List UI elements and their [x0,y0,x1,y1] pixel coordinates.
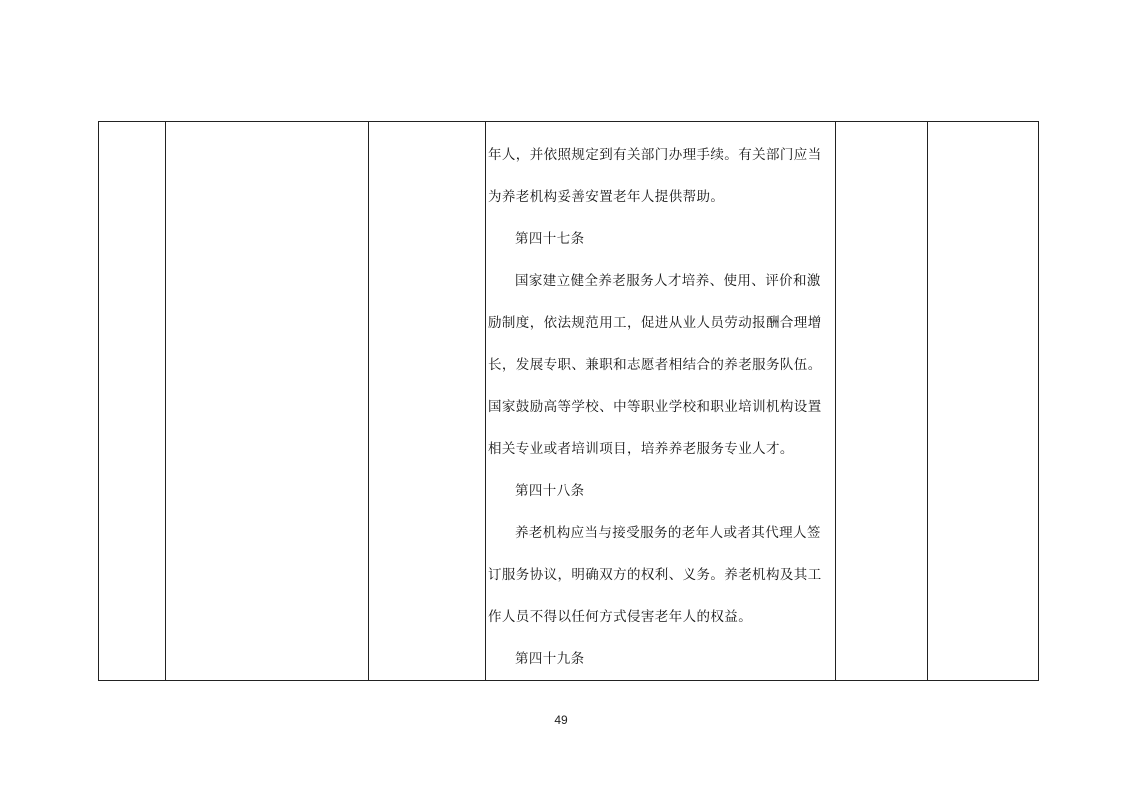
text-line: 作人员不得以任何方式侵害老年人的权益。 [488,609,753,625]
article-heading: 第四十八条 [515,483,585,499]
text-line: 国家鼓励高等学校、中等职业学校和职业培训机构设置 [488,399,822,415]
text-line: 励制度，依法规范用工，促进从业人员劳动报酬合理增 [488,315,822,331]
table-cell-empty [836,122,928,681]
text-line: 为养老机构妥善安置老年人提供帮助。 [488,189,725,205]
table-cell-empty [369,122,486,681]
table-cell-empty [166,122,369,681]
table-cell-empty [928,122,1039,681]
text-line: 相关专业或者培训项目，培养养老服务专业人才。 [488,441,794,457]
text-line: 国家建立健全养老服务人才培养、使用、评价和激 [515,273,821,289]
article-heading: 第四十七条 [515,231,585,247]
text-line: 订服务协议，明确双方的权利、义务。养老机构及其工 [488,567,822,583]
page-number: 49 [554,713,568,727]
text-line: 养老机构应当与接受服务的老年人或者其代理人签 [515,525,821,541]
document-table [98,121,1039,681]
table-row [99,122,1039,681]
article-heading: 第四十九条 [515,651,585,667]
table-cell-law-text [486,122,836,681]
text-line: 年人，并依照规定到有关部门办理手续。有关部门应当 [488,147,822,163]
table-cell-empty [99,122,166,681]
text-line: 长，发展专职、兼职和志愿者相结合的养老服务队伍。 [488,357,822,373]
